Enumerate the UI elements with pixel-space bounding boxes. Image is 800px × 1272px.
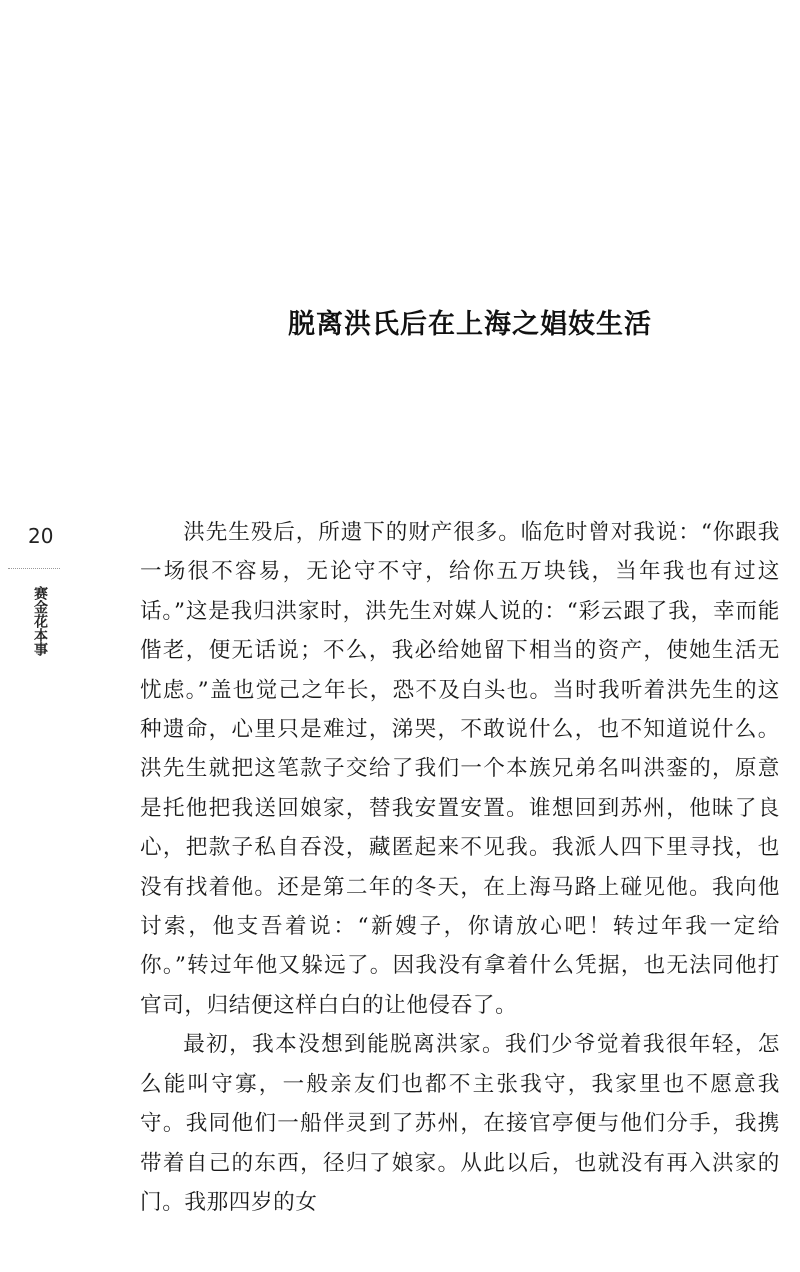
paragraph-1: 洪先生殁后，所遗下的财产很多。临危时曾对我说：“你跟我一场很不容易，无论守不守，给你五万块钱，当年我也有过这话。”这是我归洪家时，洪先生对媒人说的：“彩云跟了我，幸而能偕老，便无话说；不么，我必给她留下相当的资产，使她生活无忧虑。”盖也觉己之年长，恐不及白头也。当时我听着洪先生的这种遗命，心里只是难过，涕哭，不敢说什么，也不知道说什么。洪先生就把这笔款子交给了我们一个本族兄弟名叫洪銮的，原意是托他把我送回娘家，替我安置安置。谁想回到苏州，他昧了良心，把款子私自吞没，藏匿起来不见我。我派人四下里寻找，也没有找着他。还是第二年的冬天，在上海马路上碰见他。我向他讨索，他支吾着说：“新嫂子，你请放心吧！转过年我一定给你。”转过年他又躲远了。因我没有拿着什么凭据，也无法同他打官司，归结便这样白白的让他侵吞了。 <box>140 520 780 1018</box>
page-number: 20 <box>28 524 54 548</box>
margin-divider <box>8 568 60 569</box>
body-text <box>140 513 780 1222</box>
paragraph-2: 最初，我本没想到能脱离洪家。我们少爷觉着我很年轻，怎么能叫守寡，一般亲友们也都不主张我守，我家里也不愿意我守。我同他们一船伴灵到了苏州，在接官亭便与他们分手，我携带着自己的东西，径归了娘家。从此以后，也就没有再入洪家的门。我那四岁的女 <box>140 1032 780 1215</box>
chapter-title: 脱离洪氏后在上海之娼妓生活 <box>288 309 652 340</box>
running-book-title: 赛金花本事 <box>32 586 48 656</box>
